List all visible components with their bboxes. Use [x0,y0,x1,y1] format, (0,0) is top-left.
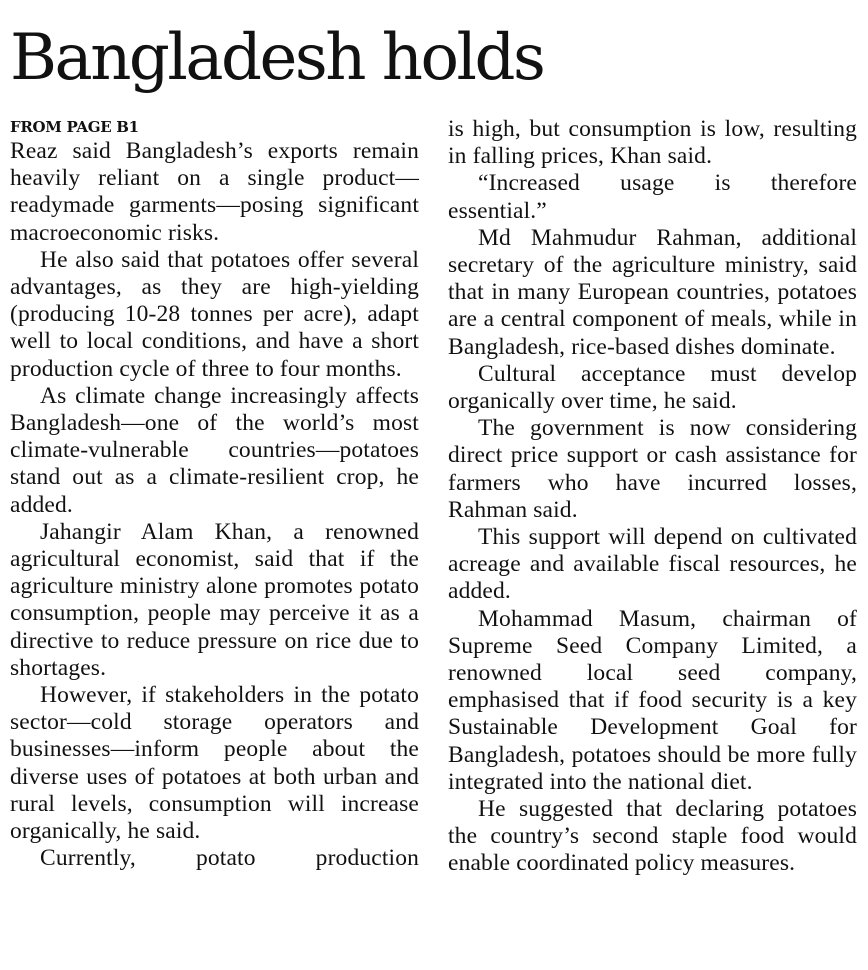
paragraph: He suggested that declaring potatoes the country’s second staple food would enable coordinated policy measures. [448,796,857,877]
article-column-left [10,116,419,872]
paragraph: Cultural acceptance must develop organically over time, he said. [448,360,857,415]
jump-kicker: FROM PAGE B1 [10,118,139,136]
paragraph: As climate change increasingly affects Bangladesh—one of the world’s most climate-vulnerable countries—potatoes stand out as a climate-resilient crop, he added. [10,382,419,518]
paragraph: The government is now considering direct price support or cash assistance for farmers who have incurred losses, Rahman said. [448,415,857,523]
paragraph: is high, but consumption is low, resulting in falling prices, Khan said. [448,116,857,170]
paragraph: He also said that potatoes offer several advantages, as they are high-yielding (producing 10-28 tonnes per acre), adapt well to local conditions, and have a short production cycle of three to four months. [10,246,419,382]
paragraph: However, if stakeholders in the potato sector—cold storage operators and businesses—inform people about the diverse uses of potatoes at both urban and rural levels, consumption will increase organically, he said. [10,682,419,845]
paragraph: “Increased usage is therefore essential.” [448,170,857,224]
paragraph: Jahangir Alam Khan, a renowned agricultural economist, said that if the agriculture ministry alone promotes potato consumption, people may perceive it as a directive to reduce pressure on rice due to shortages. [10,518,419,681]
headline: Bangladesh holds [10,21,544,95]
paragraph: Md Mahmudur Rahman, additional secretary of the agriculture ministry, said that in many European countries, potatoes are a central component of meals, while in Bangladesh, rice-based dishes dominate. [448,224,857,360]
paragraph: Mohammad Masum, chairman of Supreme Seed Company Limited, a renowned local seed company, emphasised that if food security is a key Sustainable Development Goal for Bangladesh, potatoes should be more fully integrated into the national diet. [448,605,857,795]
paragraph: This support will depend on cultivated acreage and available fiscal resources, he added. [448,524,857,605]
article-column-right [448,116,857,878]
paragraph: Reaz said Bangladesh’s exports remain heavily reliant on a single product—readymade garments—posing significant macroeconomic risks. [10,138,419,246]
paragraph-continues: Currently, potato production [40,845,419,872]
